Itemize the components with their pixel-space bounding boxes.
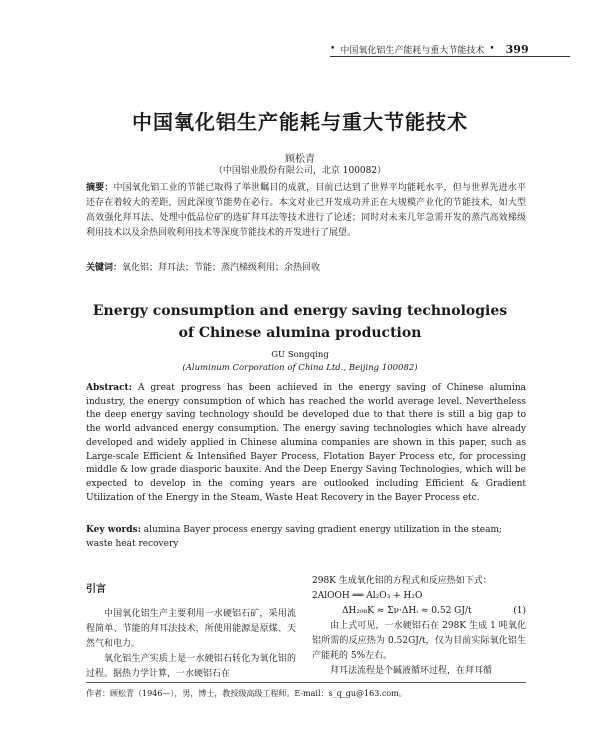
keywords-en-label: Key words: — [86, 525, 141, 535]
author-cn: 顾松青 — [285, 154, 315, 165]
keywords-cn-label: 关键词： — [86, 263, 123, 273]
intro-paragraph-1: 中国氧化铝生产主要利用一水硬铝石矿，采用流程简单、节能的拜耳法技术，所使用能源是原煤、天然气和电力。 — [86, 609, 296, 649]
page-number: 399 — [505, 42, 529, 56]
abstract-en-label: Abstract: — [86, 383, 133, 393]
affiliation-en: (Aluminum Corporation of China Ltd., Beijing 100082) — [182, 363, 418, 373]
footnote-rule — [86, 682, 526, 683]
author-footnote: 作者：顾松青（1946—），男，博士，教授级高级工程师。E-mail：s_q_gu@163.com。 — [86, 689, 407, 698]
abstract-en-text: A great progress has been achieved in the energy saving of Chinese alumina industry, the energy consumption of which has reached the world average level. Nevertheless the deep energy saving technology should be developed due to that there is still a big gap to the world advanced energy consumption. The energy saving technologies which have already developed and widely applied in Chinese alumina companies are shown in this paper, such as Large-scale Efficient & Intensified Bayer Process, Flotation Bayer Process etc, for processing middle & low grade diasporic bauxite. And the Deep Energy Saving Technologies, which will be expected to develop in the coming years are outlooked including Efficient & Gradient Utilization of the Energy in the Steam, Waste Heat Recovery in the Bayer Process etc. — [86, 383, 526, 503]
header-rule — [330, 56, 570, 57]
abstract-en — [86, 382, 526, 505]
intro-paragraph-2: 氧化铝生产实质上是一水硬铝石转化为氧化铝的过程。据热力学计算，一水硬铝石在 — [86, 654, 296, 679]
header-mark: • — [489, 44, 495, 54]
running-header — [330, 42, 570, 56]
left-column — [86, 582, 296, 682]
equation-reaction: 2AlOOH ══ Al₂O₃ + H₂O — [312, 591, 423, 601]
keywords-en-text: alumina Bayer process energy saving gradient energy utilization in the steam; waste heat recovery — [86, 525, 503, 549]
right-paragraph-1: 由上式可见，一水硬铝石在 298K 生成 1 吨氧化铝所需的反应热为 0.52GJ/t，仅为目前实际氧化铝生产能耗的 5%左右。 — [312, 621, 526, 661]
keywords-cn-text: 氧化铝；拜耳法；节能；蒸汽梯级利用；余热回收 — [122, 263, 321, 273]
equation-heat: ΔH₂₉₈K ≈ Σν·ΔHᵢ ≈ 0.52 GJ/t — [342, 606, 472, 616]
issue-mark: • — [330, 44, 336, 54]
keywords-en — [86, 524, 526, 551]
affiliation-cn: （中国铝业股份有限公司，北京 100082） — [213, 166, 387, 176]
keywords-cn — [86, 261, 526, 275]
abstract-cn-label: 摘要： — [86, 183, 114, 193]
page-title-en — [0, 300, 600, 344]
equation-heat-row — [312, 604, 526, 619]
equation-intro: 298K 生成氧化铝的方程式和反应热如下式： — [312, 576, 492, 586]
right-paragraph-2: 拜耳法流程是个碱液循环过程，在拜耳循 — [330, 666, 493, 676]
abstract-cn-text: 中国氧化铝工业的节能已取得了举世瞩目的成就，目前已达到了世界平均能耗水平，但与世界先进水平还存在着较大的差距，因此深度节能势在必行。本文对业已开发成功并正在大规模产业化的节能技术，如大型高效强化拜耳法、处理中低品位矿的选矿拜耳法等技术进行了论述；同时对未来几年急需开发的蒸汽高效梯级利用技术以及余热回收利用技术等深度节能技术的开发进行了展望。 — [86, 183, 526, 238]
author-en: GU Songqing — [271, 350, 329, 360]
section-heading-intro: 引言 — [86, 584, 106, 595]
equation-number: (1) — [513, 606, 526, 616]
title-en-line1: Energy consumption and energy saving technologies — [92, 303, 508, 319]
page-title-cn: 中国氧化铝生产能耗与重大节能技术 — [132, 110, 468, 134]
abstract-cn — [86, 181, 526, 241]
right-column — [312, 574, 526, 679]
title-en-line2: of Chinese alumina production — [178, 325, 422, 341]
running-title: 中国氧化铝生产能耗与重大节能技术 — [340, 45, 485, 56]
